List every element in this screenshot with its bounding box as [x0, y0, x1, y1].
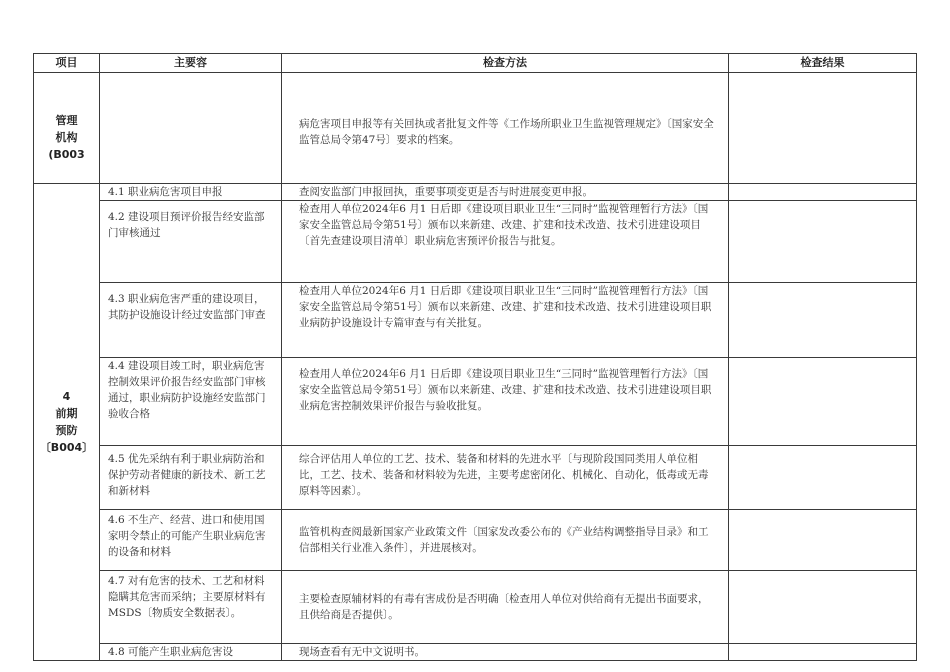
result-cell [729, 510, 917, 571]
method-cell: 查阅安监部门申报回执，重要事项变更是否与时进展变更申报。 [282, 184, 729, 201]
method-cell: 主要检查原辅材料的有毒有害成份是否明确〔检查用人单位对供给商有无提出书面要求，且供给商是否提供〕。 [282, 571, 729, 644]
content-cell: 4.5 优先采纳有利于职业病防治和保护劳动者健康的新技术、新工艺和新材料 [100, 446, 282, 510]
result-cell [729, 571, 917, 644]
content-cell: 4.1 职业病危害项目申报 [100, 184, 282, 201]
content-cell: 4.2 建设项目预评价报告经安监部门审核通过 [100, 201, 282, 283]
method-cell: 监管机构查阅最新国家产业政策文件〔国家发改委公布的《产业结构调整指导目录》和工信部相关行业准入条件〕，并进展核对。 [282, 510, 729, 571]
result-cell [729, 73, 917, 184]
table-row [34, 184, 917, 201]
table-row [34, 644, 917, 661]
method-cell: 检查用人单位2024年6 月1 日后即《建设项目职业卫生“三同时”监视管理暂行方法》〔国家安全监管总局令第51号〕颁布以来新建、改建、扩建和技术改造、技术引进建设项目职业病防护设施设计专篇审查与有关批复。 [282, 283, 729, 358]
result-cell [729, 201, 917, 283]
method-cell: 现场查看有无中文说明书。 [282, 644, 729, 661]
method-cell: 检查用人单位2024年6 月1 日后即《建设项目职业卫生“三同时”监视管理暂行方法》〔国家安全监管总局令第51号〕颁布以来新建、改建、扩建和技术改造、技术引进建设项目〔首先查建设项目清单〕职业病危害预评价报告与批复。 [282, 201, 729, 283]
result-cell [729, 283, 917, 358]
content-cell: 4.8 可能产生职业病危害设 [100, 644, 282, 661]
method-cell: 病危害项目申报等有关回执或者批复文件等《工作场所职业卫生监视管理规定》〔国家安全监管总局令第47号〕要求的档案。 [282, 73, 729, 184]
table-row [34, 358, 917, 446]
header-item: 项目 [34, 54, 100, 73]
table-row [34, 571, 917, 644]
method-cell: 综合评估用人单位的工艺、技术、装备和材料的先进水平〔与现阶段国同类用人单位相比，工艺、技术、装备和材料较为先进，主要考虑密闭化、机械化、自动化，低毒或无毒原料等因素〕。 [282, 446, 729, 510]
inspection-table [33, 53, 917, 661]
header-row [34, 54, 917, 73]
content-cell: 4.4 建设项目竣工时，职业病危害控制效果评价报告经安监部门审核通过，职业病防护设施经安监部门验收合格 [100, 358, 282, 446]
header-content: 主要容 [100, 54, 282, 73]
table-row [34, 283, 917, 358]
item-prevention: 4 前期 预防 〔B004〕 [34, 184, 100, 661]
content-cell: 4.6 不生产、经营、进口和使用国家明令禁止的可能产生职业病危害的设备和材料 [100, 510, 282, 571]
result-cell [729, 358, 917, 446]
item-management: 管理 机构 (B003 [34, 73, 100, 184]
result-cell [729, 446, 917, 510]
content-cell: 4.3 职业病危害严重的建设项目，其防护设施设计经过安监部门审查 [100, 283, 282, 358]
content-cell: 4.7 对有危害的技术、工艺和材料隐瞒其危害而采纳；主要原材料有MSDS〔物质安全数据表〕。 [100, 571, 282, 644]
table-row [34, 446, 917, 510]
table-row [34, 510, 917, 571]
method-cell: 检查用人单位2024年6 月1 日后即《建设项目职业卫生“三同时”监视管理暂行方法》〔国家安全监管总局令第51号〕颁布以来新建、改建、扩建和技术改造、技术引进建设项目职业病危害控制效果评价报告与验收批复。 [282, 358, 729, 446]
result-cell [729, 184, 917, 201]
result-cell [729, 644, 917, 661]
content-cell [100, 73, 282, 184]
header-method: 检查方法 [282, 54, 729, 73]
header-result: 检查结果 [729, 54, 917, 73]
management-row [34, 73, 917, 184]
table-row [34, 201, 917, 283]
